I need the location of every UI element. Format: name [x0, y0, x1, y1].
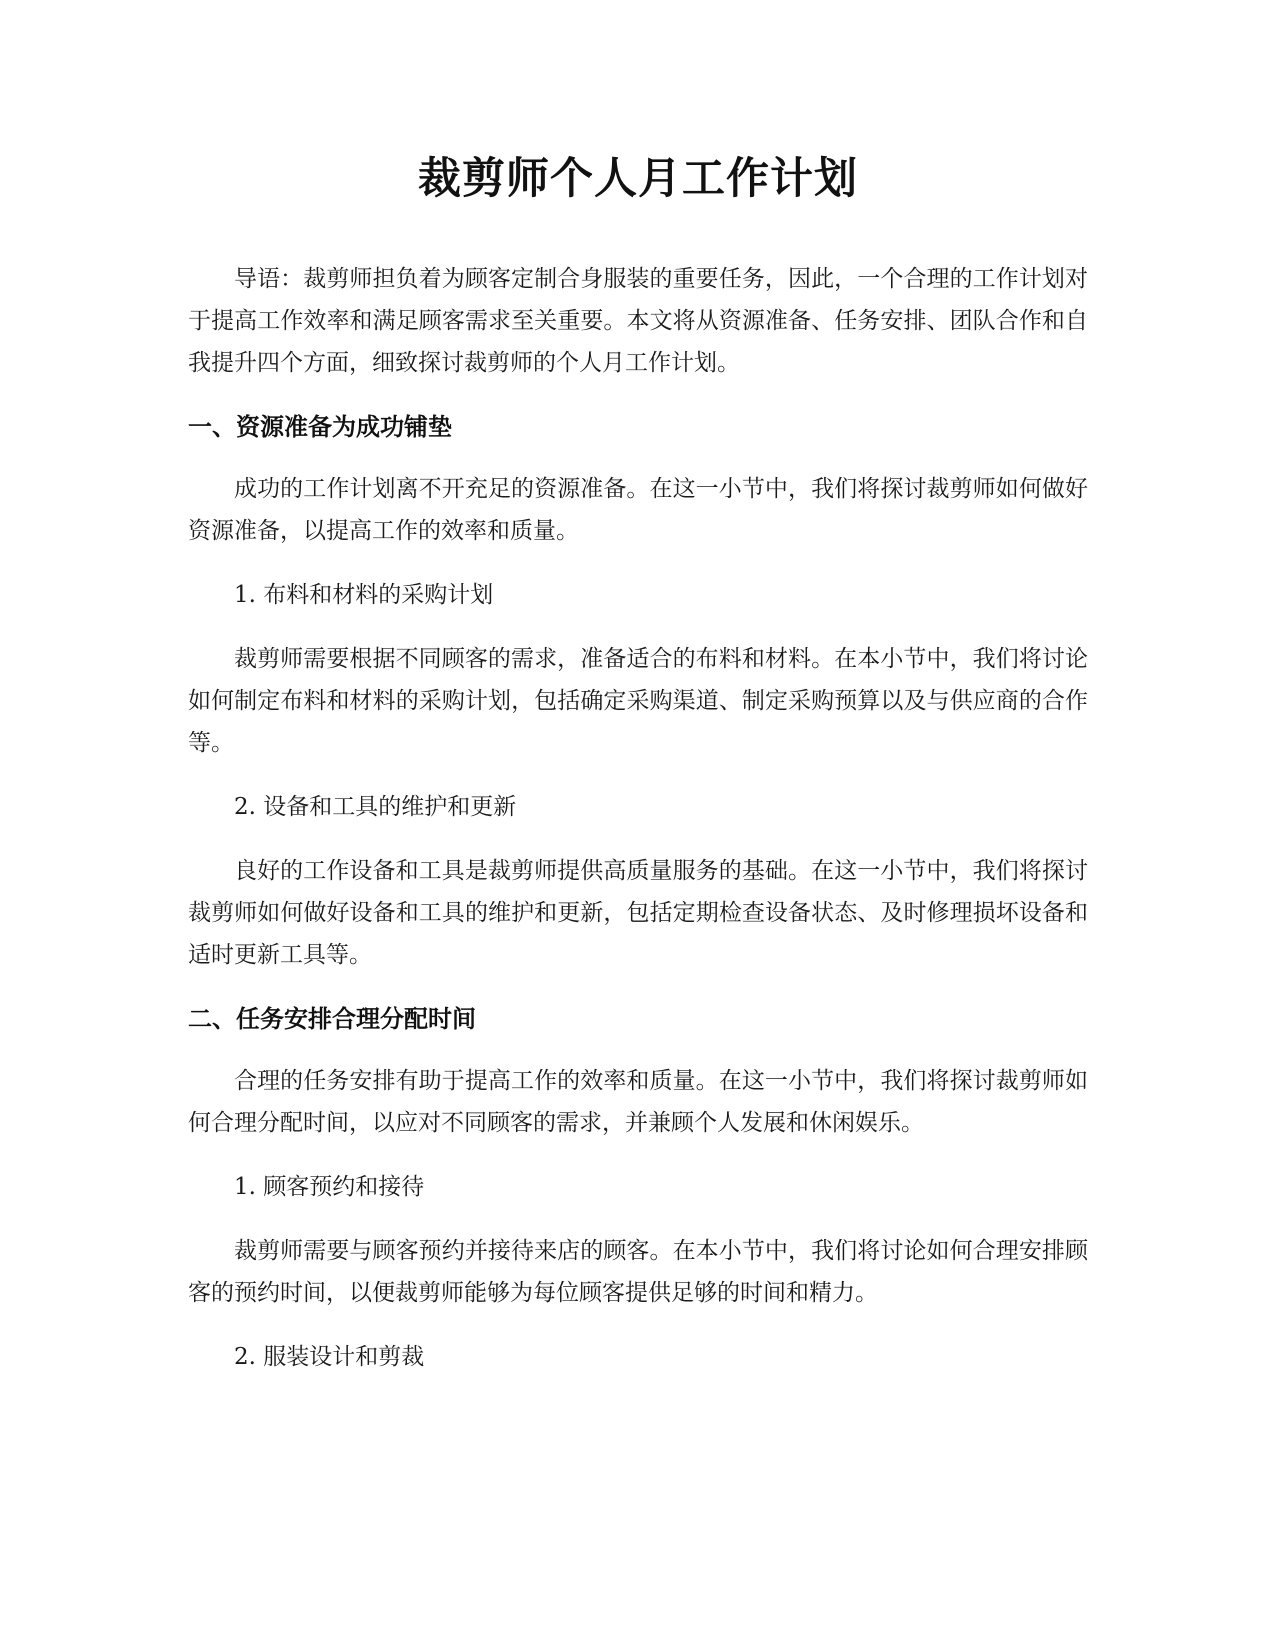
section-intro-scheduling: 合理的任务安排有助于提高工作的效率和质量。在这一小节中，我们将探讨裁剪师如何合理分配时间，以应对不同顾客的需求，并兼顾个人发展和休闲娱乐。 — [188, 1068, 1088, 1136]
subsection-title-procurement: 1. 布料和材料的采购计划 — [234, 582, 494, 608]
subsection-body-equipment: 良好的工作设备和工具是裁剪师提供高质量服务的基础。在这一小节中，我们将探讨裁剪师如何做好设备和工具的维护和更新，包括定期检查设备状态、及时修理损坏设备和适时更新工具等。 — [188, 858, 1088, 968]
intro-paragraph: 导语：裁剪师担负着为顾客定制合身服装的重要任务，因此，一个合理的工作计划对于提高工作效率和满足顾客需求至关重要。本文将从资源准备、任务安排、团队合作和自我提升四个方面，细致探讨裁剪师的个人月工作计划。 — [188, 266, 1088, 376]
section-heading-resources: 一、资源准备为成功铺垫 — [188, 413, 452, 441]
section-intro-resources: 成功的工作计划离不开充足的资源准备。在这一小节中，我们将探讨裁剪师如何做好资源准备，以提高工作的效率和质量。 — [188, 476, 1088, 544]
subsection-title-appointments: 1. 顾客预约和接待 — [234, 1174, 425, 1200]
document-body — [188, 150, 1088, 1400]
subsection-body-appointments: 裁剪师需要与顾客预约并接待来店的顾客。在本小节中，我们将讨论如何合理安排顾客的预约时间，以便裁剪师能够为每位顾客提供足够的时间和精力。 — [188, 1238, 1088, 1306]
subsection-title-design-cutting: 2. 服装设计和剪裁 — [234, 1344, 425, 1370]
subsection-title-equipment: 2. 设备和工具的维护和更新 — [234, 794, 517, 820]
subsection-body-procurement: 裁剪师需要根据不同顾客的需求，准备适合的布料和材料。在本小节中，我们将讨论如何制定布料和材料的采购计划，包括确定采购渠道、制定采购预算以及与供应商的合作等。 — [188, 646, 1088, 756]
document-title: 裁剪师个人月工作计划 — [418, 154, 858, 204]
section-heading-scheduling: 二、任务安排合理分配时间 — [188, 1005, 476, 1033]
